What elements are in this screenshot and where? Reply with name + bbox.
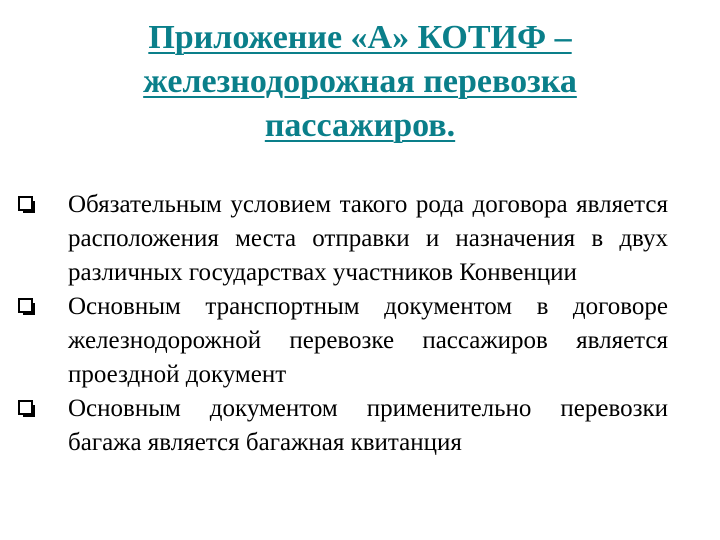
slide-title xyxy=(90,16,630,148)
bullet-text: Основным документом применительно перевозки багажа является багажная квитанция xyxy=(68,395,668,456)
checkbox-bullet-icon xyxy=(18,196,36,214)
checkbox-bullet-icon xyxy=(18,400,36,418)
bullet-list xyxy=(18,188,668,460)
bullet-item xyxy=(18,392,668,460)
bullet-item xyxy=(18,188,668,290)
bullet-text: Основным транспортным документом в договоре железнодорожной перевозке пассажиров является проездной документ xyxy=(68,293,668,388)
title-line: Приложение «А» КОТИФ – xyxy=(148,19,572,56)
title-line: пассажиров. xyxy=(264,107,456,144)
title-line: железнодорожная перевозка xyxy=(143,63,577,100)
bullet-item xyxy=(18,290,668,392)
checkbox-bullet-icon xyxy=(18,298,36,316)
bullet-text: Обязательным условием такого рода договора является расположения места отправки и назначения в двух различных государствах участников Конвенции xyxy=(68,191,668,286)
